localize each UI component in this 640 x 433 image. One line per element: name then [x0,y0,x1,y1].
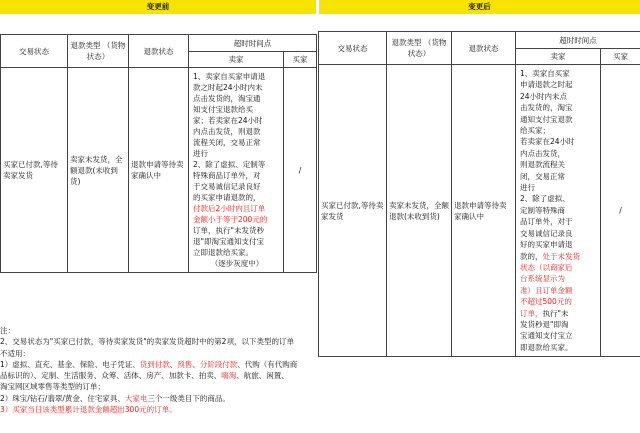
timeout-line: 进行 [193,149,208,158]
note-line: 品标识的）、定制、生活服务、众筹、活体、房产、加款卡、拍卖、嗨淘、航旅、闲置、 [0,371,289,381]
note-line: 1）虚拟、直充、基金、保险、电子凭证、货到付款、预售、分阶段付款、代购（有代购商 [0,359,298,369]
timeout-line-highlight: 不超过500元的 [520,297,572,307]
timeout-line: 则退款流程关 [520,160,565,170]
timeout-line: 家；若卖家在24小时 [193,116,263,125]
header-trade-status: 交易状态 [1,35,68,68]
notes [0,325,320,415]
after-table [318,31,640,357]
header-buyer: 买家 [284,52,317,68]
header-trade-status: 交易状态 [319,32,387,65]
note-line: 淘宝网区域零售等类型的订单； [0,382,105,392]
header-seller: 卖家 [189,52,284,68]
timeout-line: 知支付宝退款给买 [193,105,253,114]
before-table [0,34,317,273]
trade-status-cell: 买家已付款,等待卖家发货 [1,68,68,273]
timeout-line: 2、除了虚拟、定制等 [193,160,266,169]
timeout-line-highlight: 付款后2小时内且订单 [193,204,266,213]
timeout-line: 定制等特殊商 [520,205,565,215]
timeout-line: 内点击发货，则退款 [193,127,261,136]
note-line: 2）珠宝/钻石/翡翠/黄金、住宅家具、大家电三个一级类目下的商品。 [0,393,230,403]
timeout-line: 即退款给买家。 [520,342,573,352]
timeout-line: 流程关闭，交易正常 [193,138,261,147]
timeout-line: 特殊商品订单外，对 [193,171,261,180]
timeout-line: 款之时起24小时内未 [193,83,263,92]
header-buyer: 买家 [601,49,640,65]
note-line: 不适用： [0,348,30,358]
timeout-line: 闭，交易正常 [520,171,565,181]
timeout-line: 交易诚信记录良 [520,228,573,238]
timeout-line: 2、除了虚拟、 [520,194,570,204]
timeout-line: 立即退款给买家。 [193,248,253,257]
timeout-line: 内点击发货， [520,148,565,158]
timeout-line: 进行 [520,183,535,193]
before-header: 变更前 [0,0,316,14]
header-timeout: 超时时间点 [189,35,317,52]
header-refund-type: 退款类型 （货物状态） [68,35,129,68]
timeout-line: 退"即淘宝通知支付宝 [193,237,264,246]
timeout-line-highlight: 准）且订单金额 [520,285,573,295]
refund-type-cell: 卖家未发货，全额退款(未收到货) [387,65,452,357]
timeout-line: 宝通知支付宝立 [520,331,573,341]
timeout-line: 品订单外，对于 [520,217,573,227]
timeout-line: 通知支付宝退款 [520,114,573,124]
notes-title: 注： [0,326,15,335]
timeout-line: （逐步灰度中） [210,259,264,268]
buyer-timeout-cell: / [284,68,317,273]
header-refund-status: 退款状态 [129,35,189,68]
timeout-line: 1、卖家自买家 [520,69,570,78]
seller-timeout-cell [516,65,601,357]
timeout-line-highlight: 台系统显示为 [520,274,565,284]
header-timeout: 超时时间点 [516,32,640,49]
refund-type-cell: 卖家未发货，全额退款(未收到货) [68,68,129,273]
timeout-line: 若卖家在24小时 [520,137,575,147]
seller-timeout-cell [189,68,284,273]
refund-status-cell: 退款申请等待卖家确认中 [129,68,189,273]
note-line: 3）买家当日该类型累计退款金额超出300元的订单。 [0,405,177,415]
timeout-line: 申请退款之时起 [520,80,573,90]
refund-status-cell: 退款申请等待卖家确认中 [452,65,516,357]
after-header: 变更后 [319,0,640,14]
timeout-line: 点击发货的，淘宝通 [193,94,261,103]
timeout-line: 款的， [520,251,543,261]
note-line: 2、交易状态为"买家已付款，等待卖家发货"的卖家发货超时中的第2项，以下类型的订单 [0,337,294,347]
timeout-line: 于交易诚信记录良好 [193,182,261,191]
timeout-line: 击发货的，淘宝 [520,103,573,113]
timeout-line: 执行"未 [542,308,569,318]
timeout-line: 发货秒退"即淘 [520,319,569,329]
timeout-line-highlight: 金额小于等于200元的 [193,215,268,224]
header-refund-type: 退款类型 （货物状态） [387,32,452,65]
timeout-line: 1、卖家自买家申请退 [193,72,266,81]
timeout-line: 给买家； [520,126,550,136]
timeout-line-highlight: 订单， [520,308,543,318]
timeout-line: 订单，执行"未发货秒 [193,226,264,235]
timeout-line: 的买家申请退款的， [193,193,261,202]
header-refund-status: 退款状态 [452,32,516,65]
trade-status-cell: 买家已付款,等待卖家发货 [319,65,387,357]
timeout-line-highlight: 状态（以商家后 [520,262,573,272]
buyer-timeout-cell: / [601,65,640,357]
timeout-line: 好的买家申请退 [520,240,573,250]
timeout-line: 24小时内未点 [520,91,568,101]
timeout-line-highlight: 处于未发货 [542,251,580,261]
header-seller: 卖家 [516,49,601,65]
